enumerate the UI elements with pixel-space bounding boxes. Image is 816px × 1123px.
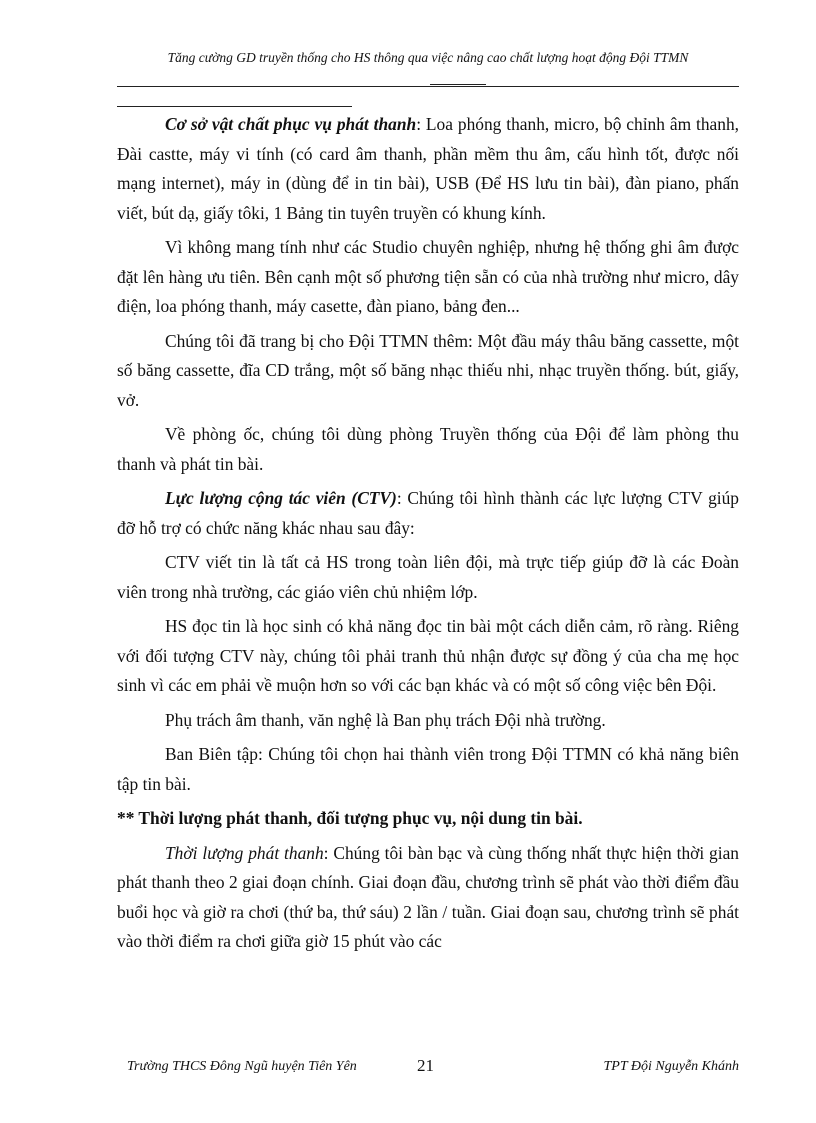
paragraph-news-readers: HS đọc tin là học sinh có khả năng đọc tin bài một cách diễn cảm, rõ ràng. Riêng với đối tượng CTV này, chúng tôi phải tranh thủ nhận được sự đồng ý của cha mẹ học sinh vì các em phải về muộn hơn so với các bạn khác và có một số công việc bên Đội.: [117, 616, 739, 695]
page-number: 21: [417, 1056, 434, 1075]
paragraph-sound: Phụ trách âm thanh, văn nghệ là Ban phụ trách Đội nhà trường.: [165, 709, 606, 730]
footer-school: Trường THCS Đông Ngũ huyện Tiên Yên: [127, 1059, 357, 1074]
paragraph-equipment: Chúng tôi đã trang bị cho Đội TTMN thêm: Một đầu máy thâu băng cassette, một số băng cassette, đĩa CD trắng, một số băng nhạc thiếu nhi, nhạc truyền thống. bút, giấy, vở.: [117, 330, 739, 410]
footer-author: TPT Đội Nguyễn Khánh: [603, 1059, 739, 1074]
running-header: [117, 50, 739, 66]
duration-text: : Chúng tôi bàn bạc và cùng thống nhất thực hiện thời gian phát thanh theo 2 giai đoạn chính. Giai đoạn đầu, chương trình sẽ phát vào thời điểm đầu buổi học và giờ ra chơi (thứ ba, thứ sáu) 2 lần / tuần. Giai đoạn sau, chương trình sẽ phát vào thời điểm ra chơi giữa giờ 15 phút vào các: [117, 842, 740, 951]
collaborators-text: : Chúng tôi hình thành các lực lượng CTV giúp đỡ hỗ trợ có chức năng khác nhau sau đây:: [117, 488, 739, 538]
facilities-text: : Loa phóng thanh, micro, bộ chỉnh âm thanh, Đài castte, máy vi tính (có card âm thanh, phần mềm thu âm, cấu hình tốt, được nối mạng internet), máy in (dùng để in tin bài), USB (Để HS lưu tin bài), đàn piano, phấn viết, bút dạ, giấy tôki, 1 Bảng tin tuyên truyền có khung kính.: [117, 114, 739, 223]
paragraph-editorial: Ban Biên tập: Chúng tôi chọn hai thành viên trong Đội TTMN có khả năng biên tập tin bài.: [117, 744, 739, 794]
page-footer: [117, 1056, 739, 1080]
facilities-lead: Cơ sở vật chất phục vụ phát thanh: [165, 114, 417, 134]
duration-lead: Thời lượng phát thanh: [165, 842, 324, 863]
collaborators-lead: Lực lượng cộng tác viên (CTV): [165, 488, 397, 508]
paragraph-studio: Vì không mang tính như các Studio chuyên nghiệp, nhưng hệ thống ghi âm được đặt lên hàng ưu tiên. Bên cạnh một số phương tiện sẵn có của nhà trường như micro, dây điện, loa phóng thanh, máy casette, đàn piano, bảng đen...: [117, 237, 739, 316]
paragraph-collaborators: [117, 484, 739, 543]
page-body: [117, 110, 739, 962]
paragraph-room: Về phòng ốc, chúng tôi dùng phòng Truyền thống của Đội để làm phòng thu thanh và phát tin bài.: [117, 424, 739, 474]
paragraph-news-writers: CTV viết tin là tất cả HS trong toàn liên đội, mà trực tiếp giúp đỡ là các Đoàn viên trong nhà trường, các giáo viên chủ nhiệm lớp.: [117, 552, 739, 602]
section-rule: [117, 106, 352, 107]
header-title: Tăng cường GD truyền thống cho HS thông qua việc nâng cao chất lượng hoạt động Đội TTMN: [167, 50, 689, 65]
paragraph-facilities: [117, 110, 739, 228]
section-heading: ** Thời lượng phát thanh, đối tượng phục vụ, nội dung tin bài.: [117, 808, 583, 828]
paragraph-duration: [117, 839, 739, 957]
header-rule: [117, 86, 739, 87]
header-dash: [430, 84, 486, 85]
